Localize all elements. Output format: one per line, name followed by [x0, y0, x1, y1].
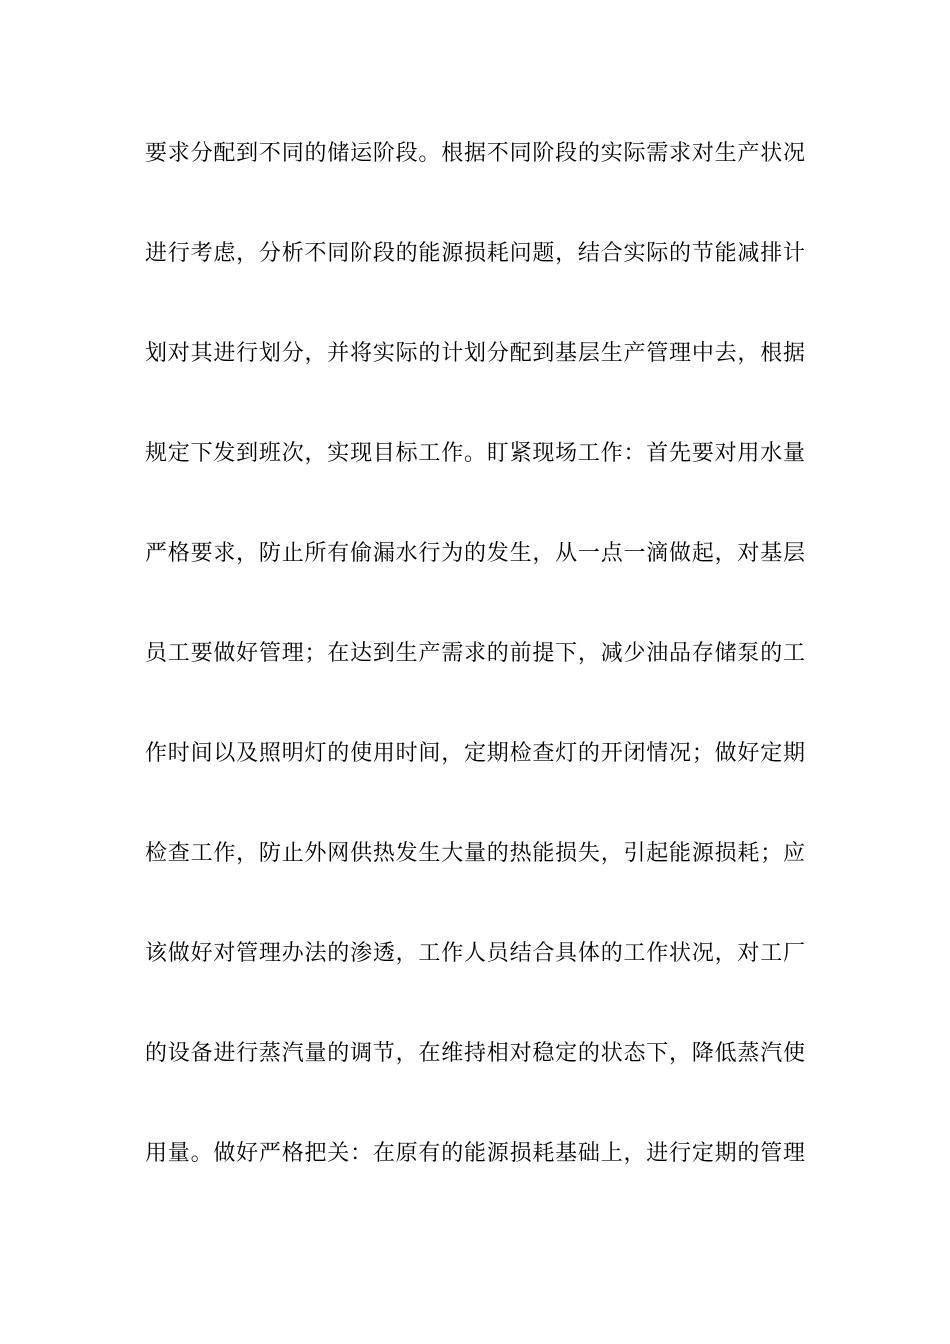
- text-line: 用量。做好严格把关：在原有的能源损耗基础上，进行定期的管理: [145, 1141, 805, 1166]
- text-line: 该做好对管理办法的渗透，工作人员结合具体的工作状况，对工厂: [145, 941, 805, 966]
- text-line: 作时间以及照明灯的使用时间，定期检查灯的开闭情况；做好定期: [145, 741, 805, 766]
- text-line: 严格要求，防止所有偷漏水行为的发生，从一点一滴做起，对基层: [145, 541, 805, 566]
- text-line: 规定下发到班次，实现目标工作。盯紧现场工作：首先要对用水量: [145, 441, 805, 466]
- text-line: 检查工作，防止外网供热发生大量的热能损失，引起能源损耗；应: [145, 841, 805, 866]
- text-line: 要求分配到不同的储运阶段。根据不同阶段的实际需求对生产状况: [145, 141, 805, 166]
- text-line: 划对其进行划分，并将实际的计划分配到基层生产管理中去，根据: [145, 341, 805, 366]
- text-line: 的设备进行蒸汽量的调节，在维持相对稳定的状态下，降低蒸汽使: [145, 1041, 805, 1066]
- text-line: 员工要做好管理；在达到生产需求的前提下，减少油品存储泵的工: [145, 641, 805, 666]
- text-line: 进行考虑，分析不同阶段的能源损耗问题，结合实际的节能减排计: [145, 241, 805, 266]
- body-text: [145, 130, 805, 1230]
